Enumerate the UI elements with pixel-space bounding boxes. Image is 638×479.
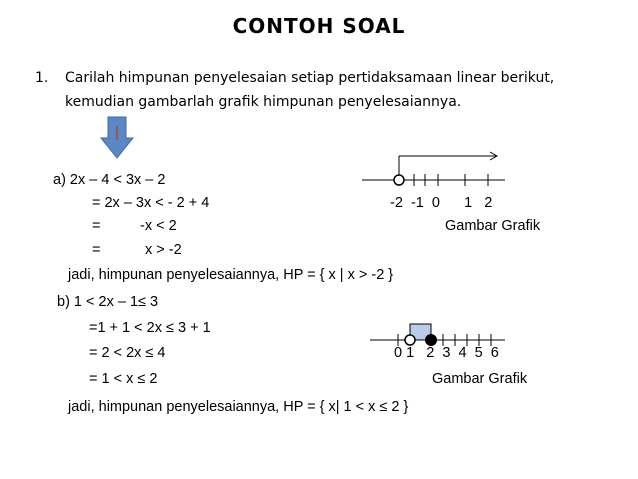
part-b-line-4: = 1 < x ≤ 2 [89,371,158,387]
part-a-line-1: a) 2x – 4 < 3x – 2 [53,172,166,188]
part-b-line-2: =1 + 1 < 2x ≤ 3 + 1 [89,320,211,336]
closed-point-b [426,335,437,346]
part-a-line-4: x > -2 [145,242,182,258]
number-line-a [362,152,505,186]
graph-a-caption: Gambar Grafik [445,218,541,234]
number-line-b [370,324,505,346]
open-point-b [405,335,415,345]
part-a-line-2: = 2x – 3x < - 2 + 4 [92,195,210,211]
open-point-a [394,175,404,185]
part-a-line-4-eq: = [92,242,101,258]
down-arrow-icon [101,117,133,158]
graph-a-numbers: -2 -1 0 1 2 [390,195,493,211]
part-a-line-3: -x < 2 [140,218,177,234]
graph-b-caption: Gambar Grafik [432,371,528,387]
question-number: 1. [35,70,49,86]
question-line-1: Carilah himpunan penyelesaian setiap pertidaksamaan linear berikut, [65,70,555,86]
part-b-conclusion: jadi, himpunan penyelesaiannya, HP = { x| 1 < x ≤ 2 } [68,399,409,415]
graph-b-numbers: 0 1 2 3 4 5 6 [394,345,499,361]
question-line-2: kemudian gambarlah grafik himpunan penyelesaiannya. [65,94,462,110]
part-b-line-3: = 2 < 2x ≤ 4 [89,345,166,361]
slide-title: CONTOH SOAL [232,14,406,38]
part-a-conclusion: jadi, himpunan penyelesaiannya, HP = { x | x > -2 } [68,267,394,283]
part-a-line-3-eq: = [92,218,101,234]
part-b-line-1: b) 1 < 2x – 1≤ 3 [57,294,159,310]
